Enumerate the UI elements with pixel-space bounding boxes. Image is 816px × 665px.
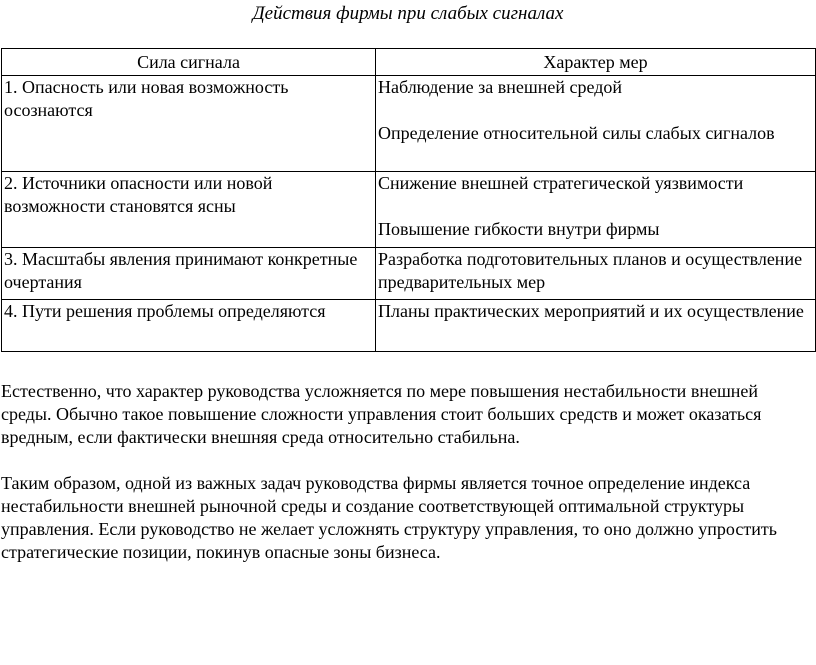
signal-cell: 2. Источники опасности или новой возможности становятся ясны — [2, 172, 376, 248]
table-row — [2, 172, 816, 248]
measures-cell — [376, 300, 816, 352]
measure-text: Повышение гибкости внутри фирмы — [378, 219, 660, 239]
table-row — [2, 300, 816, 352]
signal-cell: 1. Опасность или новая возможность осознаются — [2, 76, 376, 172]
table-row — [2, 76, 816, 172]
paragraph: Естественно, что характер руководства усложняется по мере повышения нестабильности внешней среды. Обычно такое повышение сложности управления стоит больших средств и может оказаться вредным, если фактически внешняя среда относительно стабильна. — [1, 381, 762, 447]
measure-text: Определение относительной силы слабых сигналов — [378, 123, 775, 143]
signal-cell: 3. Масштабы явления принимают конкретные очертания — [2, 248, 376, 300]
measures-cell — [376, 248, 816, 300]
header-measures: Характер мер — [376, 49, 816, 76]
body-text — [1, 380, 813, 587]
paragraph: Таким образом, одной из важных задач руководства фирмы является точное определение индекса нестабильности внешней рыночной среды и создание соответствующей оптимальной структуры управления. Если руководство не желает усложнять структуру управления, то оно должно упростить стратегические позиции, покинув опасные зоны бизнеса. — [1, 473, 777, 562]
table-row — [2, 248, 816, 300]
document-title: Действия фирмы при слабых сигналах — [252, 3, 564, 24]
measure-text: Снижение внешней стратегической уязвимости — [378, 173, 744, 193]
measure-text: Наблюдение за внешней средой — [378, 77, 622, 97]
measures-cell — [376, 76, 816, 172]
table-header-row — [2, 49, 816, 76]
header-signal-strength: Сила сигнала — [2, 49, 376, 76]
signals-table — [1, 48, 816, 352]
measures-cell — [376, 172, 816, 248]
measure-text: Разработка подготовительных планов и осуществление предварительных мер — [378, 249, 803, 292]
measure-text: Планы практических мероприятий и их осуществление — [378, 301, 804, 321]
signal-cell: 4. Пути решения проблемы определяются — [2, 300, 376, 352]
